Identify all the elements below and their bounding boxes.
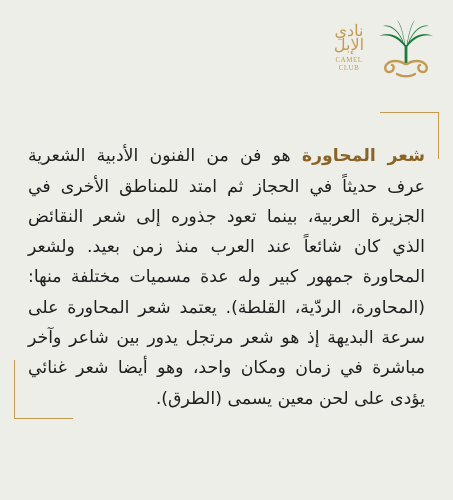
logo-name-arabic: نادي الإبل xyxy=(333,21,365,54)
logo-name-english: CAMEL CLUB xyxy=(335,56,363,72)
palm-camel-emblem-icon xyxy=(375,20,437,80)
camel-club-logo xyxy=(325,20,437,80)
article-body-text: هو فن من الفنون الأدبية الشعرية عرف حديثاً في الحجاز ثم امتد للمناطق الأخرى في الجزيرة العربية، بينما تعود جذوره إلى شعر النقائض الذي كان شائعاً عند العرب منذ زمن بعيد. ولشعر المحاورة جمهور كبير وله عدة مسميات مختلفة منها: (المحاورة، الردّية، القلطة). يعتمد شعر المحاورة على سرعة البديهة إذ هو شعر مرتجل يدور بين شاعر وآخر مباشرة في زمان ومكان واحد، وهو أيضا شعر غنائي يؤدى على لحن معين يسمى (الطرق). xyxy=(28,146,425,409)
article-lead-term: شعر المحاورة xyxy=(301,146,425,167)
article-paragraph xyxy=(28,141,425,414)
logo-wordmark xyxy=(325,21,373,72)
